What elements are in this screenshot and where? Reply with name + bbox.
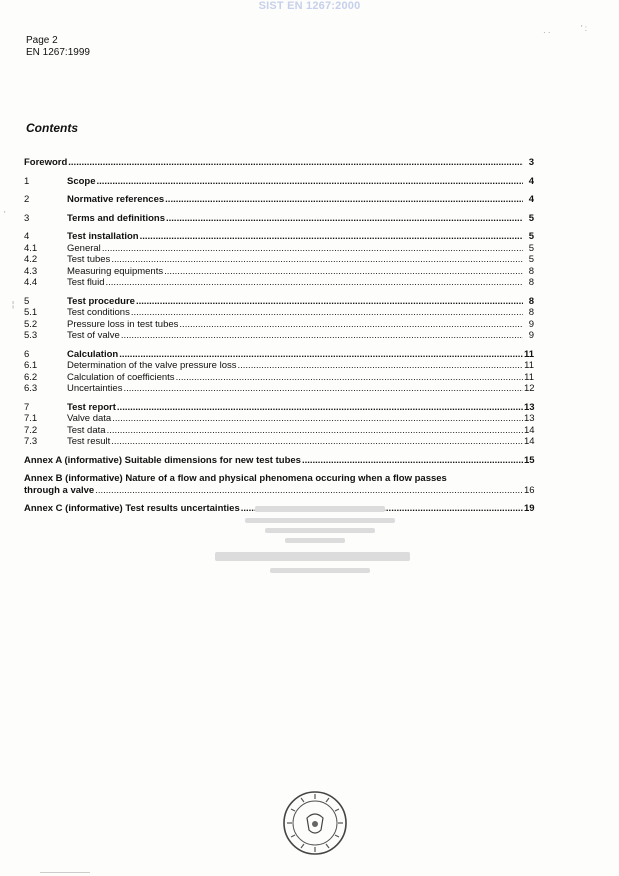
leader-dots <box>123 383 523 395</box>
toc-page: 8 <box>528 277 534 288</box>
toc-page: 3 <box>528 157 534 168</box>
leader-dots <box>95 485 523 497</box>
leader-dots <box>164 266 523 278</box>
toc-num: 7.2 <box>24 424 38 436</box>
leader-dots <box>117 402 523 414</box>
toc-num: 4.2 <box>24 254 38 265</box>
toc-page: 5 <box>528 242 534 254</box>
leader-dots <box>112 413 523 425</box>
watermark: SIST EN 1267:2000 <box>258 0 361 12</box>
toc-num: 7 <box>24 401 30 413</box>
toc-page: 8 <box>528 265 534 277</box>
toc-num: 5.3 <box>24 330 38 341</box>
leader-dots <box>179 319 523 331</box>
toc-subsection-5-2[interactable] <box>24 319 534 331</box>
page-number: Page 2 <box>26 35 58 46</box>
toc-label: Test data <box>67 424 106 436</box>
toc-subsection-5-3[interactable] <box>24 330 534 342</box>
toc-label: Calculation of coefficients <box>67 371 175 383</box>
leader-dots <box>68 157 523 169</box>
toc-label: Measuring equipments <box>67 265 164 277</box>
toc-section-5[interactable] <box>24 296 534 308</box>
toc-num: 5.1 <box>24 307 38 318</box>
toc-page: 4 <box>528 175 534 187</box>
toc-page: 13 <box>524 413 535 424</box>
toc-num: 2 <box>24 194 30 205</box>
toc-num: 6.1 <box>24 360 38 371</box>
toc-label-line1: Annex B (informative) Nature of a flow and physical phenomena occuring when a flow passes <box>24 473 447 484</box>
toc-page: 16 <box>524 484 535 496</box>
leader-dots <box>106 277 524 289</box>
toc-subsection-6-3[interactable] <box>24 383 534 395</box>
toc-page: 4 <box>528 194 534 205</box>
toc-num: 7.3 <box>24 436 38 447</box>
leader-dots <box>166 213 523 225</box>
faint-stamp-impression <box>215 500 415 580</box>
toc-section-3[interactable] <box>24 213 534 225</box>
toc-page: 13 <box>524 401 535 413</box>
toc-page: 5 <box>528 254 534 265</box>
toc-label: Normative references <box>67 194 165 205</box>
round-seal-stamp <box>282 790 348 856</box>
page-header <box>26 35 90 59</box>
leader-dots <box>111 254 523 266</box>
toc-label: Test procedure <box>67 295 135 307</box>
toc-subsection-6-1[interactable] <box>24 360 534 372</box>
toc-label: Test conditions <box>67 307 130 318</box>
toc-label: Test of valve <box>67 330 120 341</box>
toc-num: 5.2 <box>24 318 38 330</box>
toc-page: 11 <box>524 371 534 383</box>
toc-label: Test result <box>67 436 111 447</box>
toc-label: Determination of the valve pressure loss <box>67 360 237 371</box>
toc-subsection-4-3[interactable] <box>24 266 534 278</box>
leader-dots <box>131 307 523 319</box>
toc-label: Test fluid <box>67 277 105 288</box>
toc-page: 14 <box>524 424 535 436</box>
leader-dots <box>119 349 523 361</box>
standard-id: EN 1267:1999 <box>26 47 90 58</box>
toc-foreword[interactable] <box>24 157 534 169</box>
toc-page: 8 <box>528 307 534 318</box>
toc-label: Terms and definitions <box>67 212 166 224</box>
toc-page: 14 <box>524 436 535 447</box>
leader-dots <box>176 372 523 384</box>
toc-page: 15 <box>524 454 535 466</box>
toc-num: 4 <box>24 231 30 242</box>
toc-page: 11 <box>524 360 534 371</box>
toc-page: 5 <box>528 231 534 242</box>
toc-num: 4.1 <box>24 242 38 254</box>
toc-page: 9 <box>528 318 534 330</box>
toc-label: Pressure loss in test tubes <box>67 318 179 330</box>
toc-label: Annex A (informative) Suitable dimensions for new test tubes <box>24 454 301 466</box>
toc-subsection-6-2[interactable] <box>24 372 534 384</box>
toc-label: General <box>67 242 101 254</box>
toc-label: Test report <box>67 401 116 413</box>
toc-page: 5 <box>528 212 534 224</box>
toc-label-line2-row <box>24 485 534 497</box>
toc-page: 12 <box>524 383 535 394</box>
toc-subsection-7-3[interactable] <box>24 436 534 448</box>
stamp-smudge <box>215 500 415 580</box>
leader-dots <box>121 330 523 342</box>
page-title: Contents <box>26 121 78 135</box>
toc-label: Scope <box>67 175 96 187</box>
toc-label: Foreword <box>24 157 68 168</box>
scan-speck: ' : <box>581 24 587 33</box>
toc-num: 6.2 <box>24 371 38 383</box>
toc-num: 4.3 <box>24 265 38 277</box>
toc-num: 5 <box>24 295 30 307</box>
toc-subsection-4-2[interactable] <box>24 254 534 266</box>
leader-dots <box>140 231 523 243</box>
toc-section-1[interactable] <box>24 176 534 188</box>
toc-num: 7.1 <box>24 413 38 424</box>
toc-subsection-7-2[interactable] <box>24 425 534 437</box>
toc-section-7[interactable] <box>24 402 534 414</box>
toc-annex-a[interactable] <box>24 455 534 467</box>
leader-dots <box>238 360 524 372</box>
toc-subsection-4-1[interactable] <box>24 243 534 255</box>
toc-label: Test tubes <box>67 254 111 265</box>
toc-label: Calculation <box>67 348 119 360</box>
toc-label: Annex C (informative) Test results uncertainties <box>24 503 240 514</box>
leader-dots <box>136 296 523 308</box>
leader-dots <box>102 243 523 255</box>
toc-subsection-5-1[interactable] <box>24 307 534 319</box>
toc-num: 4.4 <box>24 277 38 288</box>
table-of-contents <box>24 157 534 515</box>
toc-section-2[interactable] <box>24 194 534 206</box>
scan-speck: · · <box>543 28 551 37</box>
leader-dots <box>111 436 523 448</box>
leader-dots <box>165 194 523 206</box>
toc-label: Test installation <box>67 231 139 242</box>
toc-page: 11 <box>524 348 535 360</box>
toc-label: Uncertainties <box>67 383 123 394</box>
toc-label: Valve data <box>67 413 112 424</box>
leader-dots <box>302 455 523 467</box>
toc-page: 9 <box>528 330 534 341</box>
toc-num: 6 <box>24 348 30 360</box>
toc-section-4[interactable] <box>24 231 534 243</box>
toc-subsection-4-4[interactable] <box>24 277 534 289</box>
toc-subsection-7-1[interactable] <box>24 413 534 425</box>
toc-page: 19 <box>524 503 535 514</box>
toc-num: 6.3 <box>24 383 38 394</box>
scan-speck: ¦ <box>12 300 15 309</box>
toc-page: 8 <box>528 295 534 307</box>
scan-speck: ' <box>4 210 6 219</box>
scan-mark <box>40 872 90 873</box>
toc-num: 1 <box>24 175 30 187</box>
leader-dots <box>97 176 523 188</box>
toc-label-line2: through a valve <box>24 484 95 496</box>
toc-annex-b[interactable] <box>24 473 534 496</box>
toc-section-6[interactable] <box>24 349 534 361</box>
toc-num: 3 <box>24 212 30 224</box>
leader-dots <box>107 425 523 437</box>
